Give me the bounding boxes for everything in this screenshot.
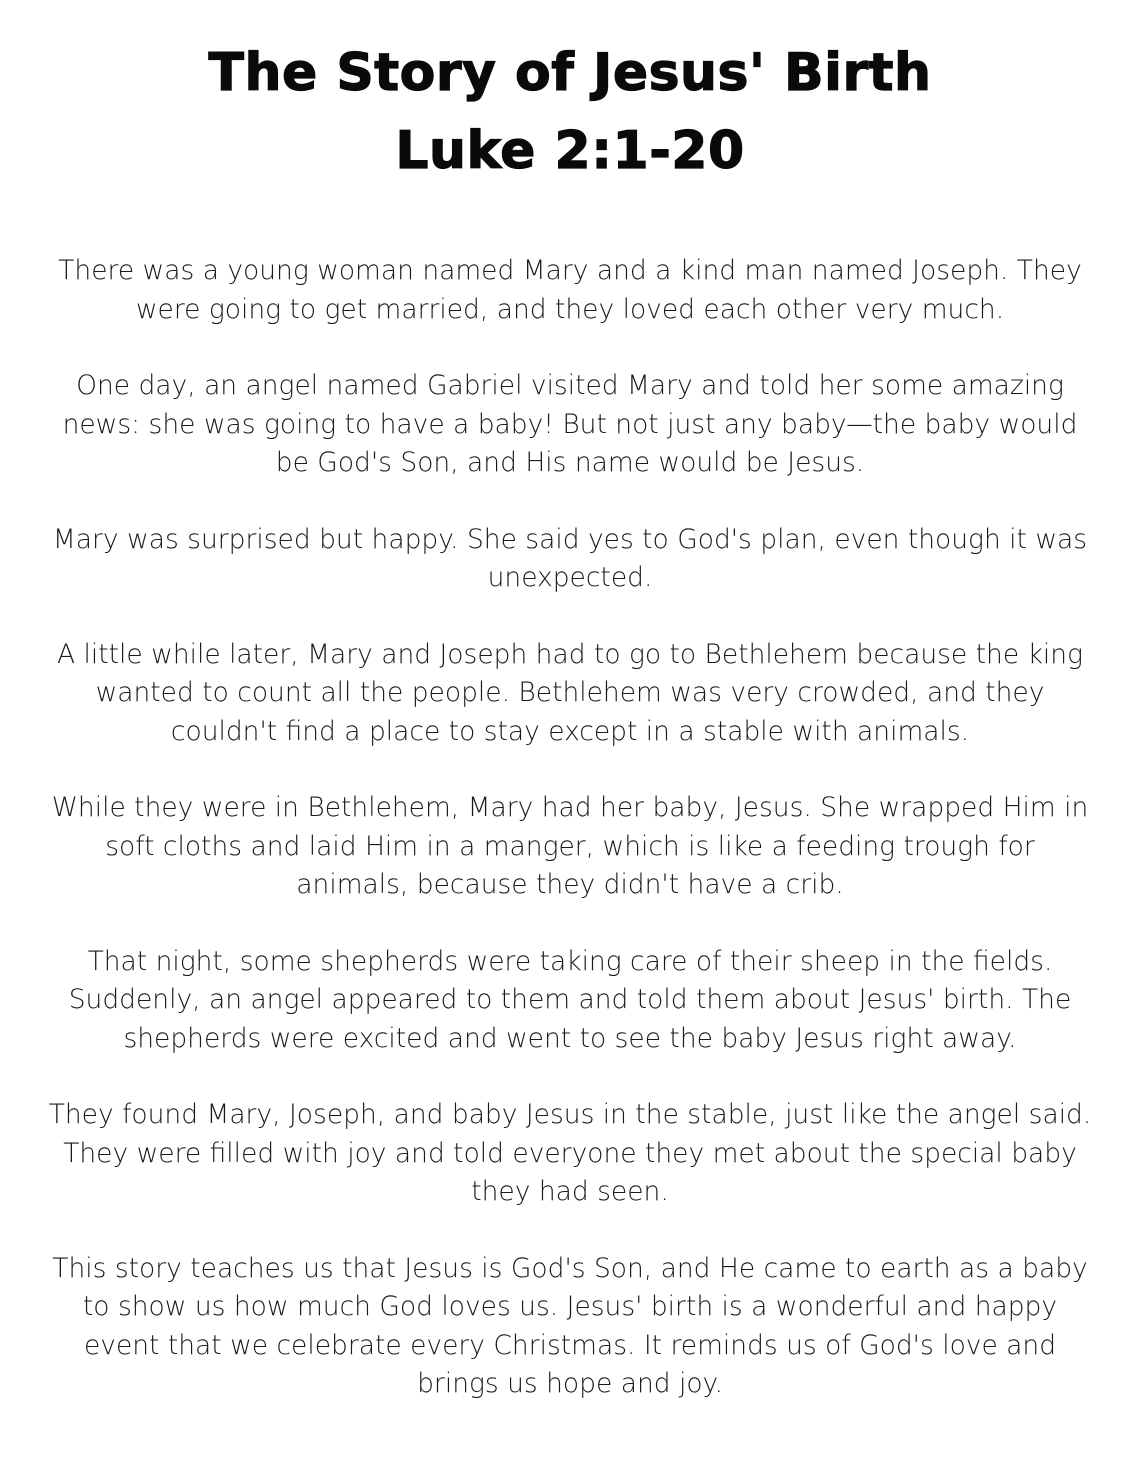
page-title xyxy=(48,34,1092,190)
story-paragraph-5: While they were in Bethlehem, Mary had her baby, Jesus. She wrapped Him in soft cloths and laid Him in a manger, which is like a feeding trough for animals, because they didn't have a crib. xyxy=(51,792,1089,900)
story-paragraph-3: Mary was surprised but happy. She said yes to God's plan, even though it was unexpected. xyxy=(52,523,1088,593)
story-paragraph-8: This story teaches us that Jesus is God's Son, and He came to earth as a baby to show us how much God loves us. Jesus' birth is a wonderful and happy event that we celebrate every Christmas. It reminds us of God's love and brings us hope and joy. xyxy=(52,1252,1088,1399)
story-paragraph-7: They found Mary, Joseph, and baby Jesus in the stable, just like the angel said. They were filled with joy and told everyone they met about the special baby they had seen. xyxy=(48,1099,1092,1207)
story-paragraph-2: One day, an angel named Gabriel visited Mary and told her some amazing news: she was going to have a baby! But not just any baby—the baby would be God's Son, and His name would be Jesus. xyxy=(62,370,1078,478)
story-paragraph-1: There was a young woman named Mary and a kind man named Joseph. They were going to get married, and they loved each other very much. xyxy=(58,255,1082,325)
title-line-2-scripture-reference: Luke 2:1-20 xyxy=(395,121,745,181)
story-paragraph-6: That night, some shepherds were taking care of their sheep in the fields. Suddenly, an angel appeared to them and told them about Jesus' birth. The shepherds were excited and went to see the baby Jesus right away. xyxy=(68,945,1072,1054)
story-body xyxy=(48,252,1092,1404)
title-line-1: The Story of Jesus' Birth xyxy=(208,43,932,103)
story-paragraph-4: A little while later, Mary and Joseph had to go to Bethlehem because the king wanted to count all the people. Bethlehem was very crowded, and they couldn't find a place to stay except in a stable with animals. xyxy=(57,638,1083,747)
